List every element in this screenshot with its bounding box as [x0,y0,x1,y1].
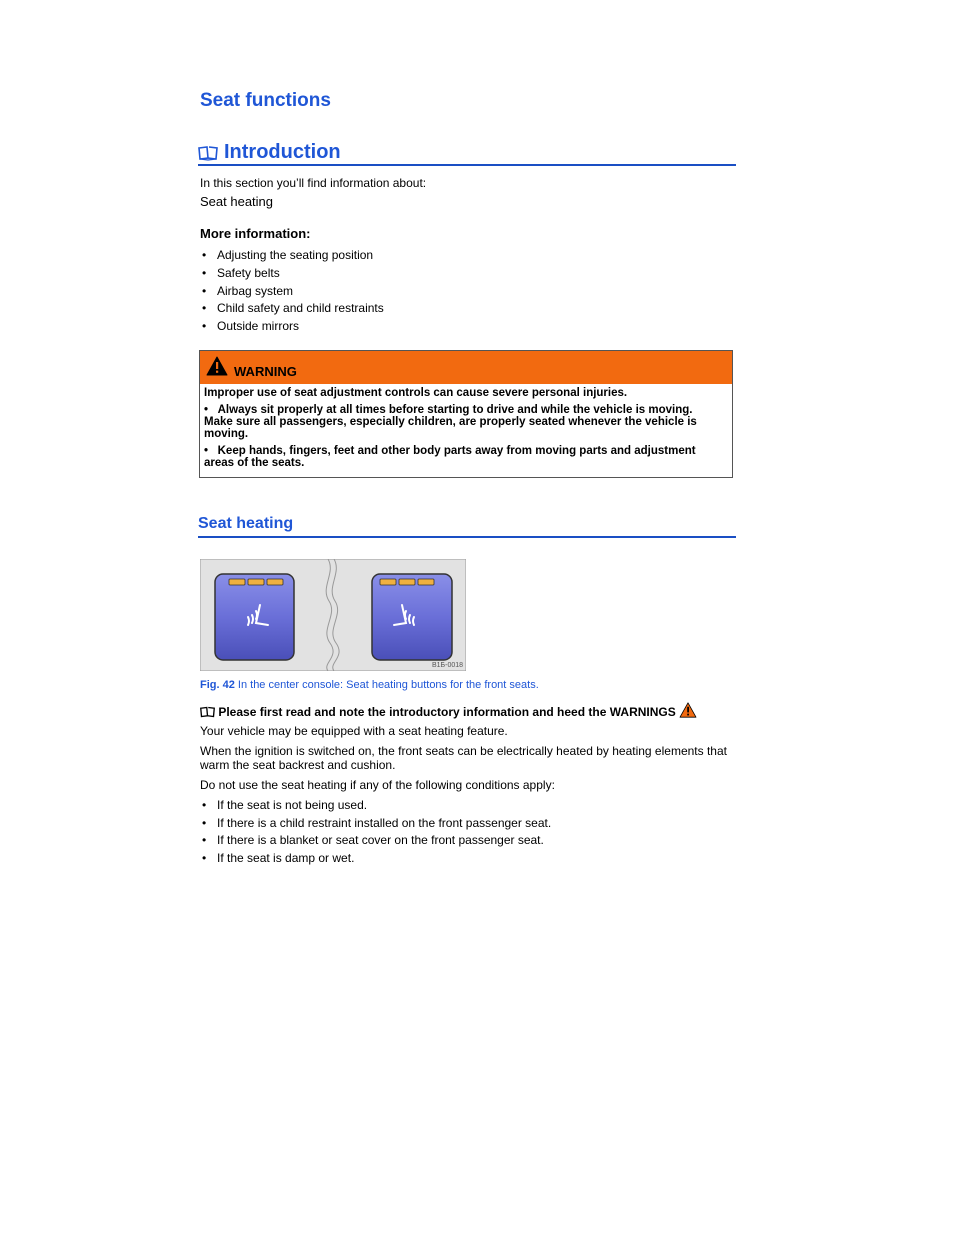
intro-heading [198,141,736,166]
list-item: • If the seat is not being used. [200,798,551,816]
book-icon [200,706,215,718]
book-icon [198,144,218,167]
seat-heating-heading: Seat heating [198,515,736,538]
list-item[interactable]: • Outside mirrors [200,319,384,337]
list-item[interactable]: • Airbag system [200,284,384,301]
warning-header [200,351,732,384]
warning-triangle-icon [679,702,697,718]
list-item: • If there is a blanket or seat cover on the front passenger seat. [200,833,551,851]
warning-item: • Always sit properly at all times before starting to drive and while the vehicle is moving. Make sure all passengers, especially children, are properly seated whenever the vehicle is moving. [204,404,697,440]
intro-topic-link[interactable]: Seat heating [200,194,274,209]
seat-heating-button-left[interactable] [215,574,294,660]
more-info-label: More information: [200,226,311,241]
warning-item: • Keep hands, fingers, feet and other body parts away from moving parts and adjustment areas of the seats. [204,445,696,469]
conditions-list [200,798,551,869]
seat-heating-p2: When the ignition is switched on, the front seats can be electrically heated by heating elements that warm the seat backrest and cushion. [200,744,727,772]
intro-heading-text: Introduction [224,141,341,163]
seat-heating-figure [200,559,466,671]
note-line [200,702,697,719]
warning-label: WARNING [234,364,297,379]
more-info-list [200,248,384,337]
list-item: • If there is a child restraint installed on the front passenger seat. [200,816,551,833]
warning-body [200,384,732,469]
list-item[interactable]: • Safety belts [200,266,384,284]
seat-heating-button-right[interactable] [372,574,452,660]
figure-caption: Fig. 42 In the center console: Seat heating buttons for the front seats. [200,679,539,691]
page-title: Seat functions [200,90,331,111]
intro-lead: In this section you’ll find information about: [200,176,427,190]
seat-heating-p3: Do not use the seat heating if any of the following conditions apply: [200,778,555,792]
warning-triangle-icon [206,356,228,381]
list-item: • If the seat is damp or wet. [200,851,551,869]
note-text[interactable]: Please first read and note the introductory information and heed the WARNINGS [218,705,676,719]
list-item[interactable]: • Adjusting the seating position [200,248,384,266]
list-item[interactable]: • Child safety and child restraints [200,301,384,319]
figure-code: B1Б-0018 [432,662,464,669]
warning-box [199,350,733,478]
warning-lead: Improper use of seat adjustment controls can cause severe personal injuries. [204,387,628,399]
seat-heating-p1: Your vehicle may be equipped with a seat heating feature. [200,724,508,738]
